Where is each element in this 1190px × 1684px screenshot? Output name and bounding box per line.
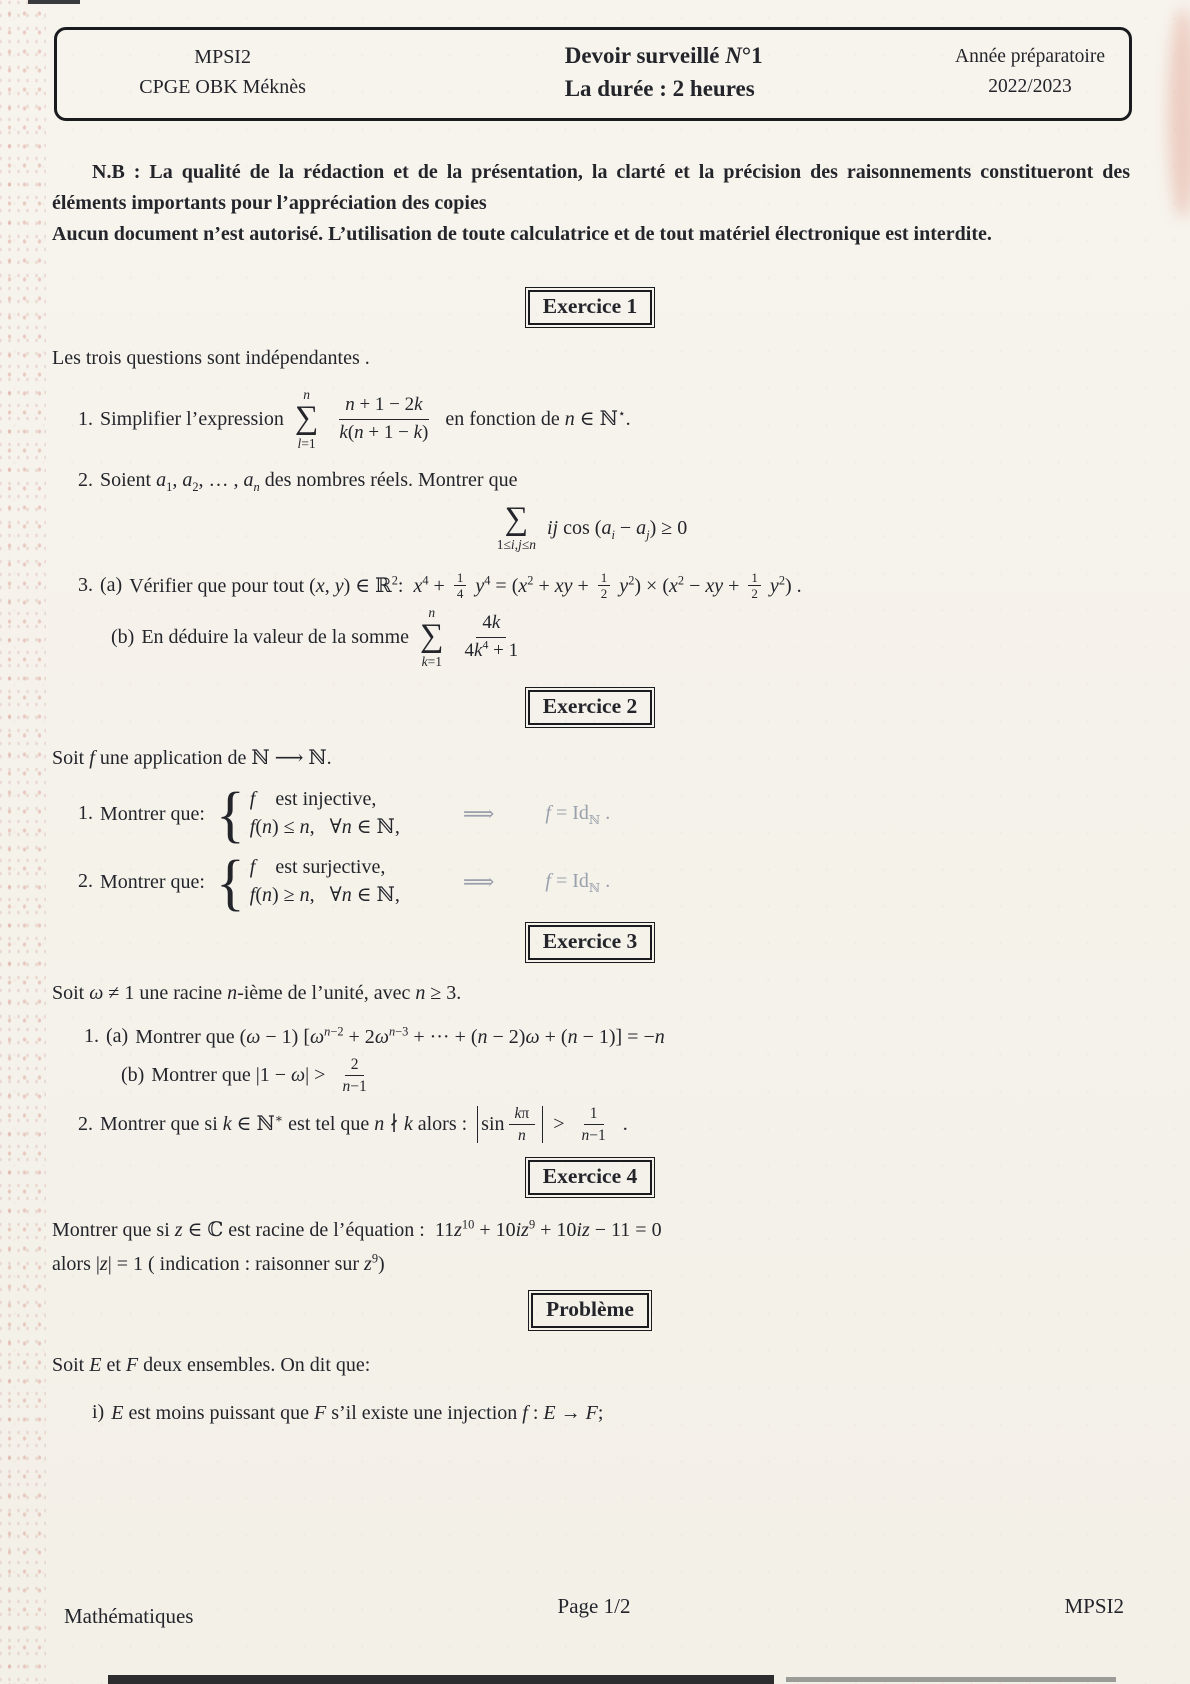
prep-year-label: Année préparatoire (955, 46, 1105, 68)
exercice-4-title: Exercice 4 (542, 1163, 638, 1188)
ex1-q3-number: 3. (78, 574, 93, 597)
ex1-q3b-text: En déduire la valeur de la somme (141, 626, 410, 649)
exercice-2-title: Exercice 2 (542, 693, 638, 718)
page-footer (64, 1592, 1124, 1642)
sigma-icon: ∑ (504, 501, 529, 538)
sigma-icon: ∑ (294, 400, 319, 437)
fraction-numerator: 4k (476, 612, 506, 638)
ex3-q2-gt: > (553, 1113, 565, 1136)
scan-mark-top-left (28, 0, 80, 4)
ex1-q3a-text-1: Vérifier que pour tout (x, y) ∈ ℝ$^2$: $x^4$ + (129, 573, 445, 597)
sum-operator (420, 605, 444, 670)
fraction-denominator: 2 (751, 586, 758, 602)
probleme-i-label: i) (92, 1401, 105, 1424)
sum-upper-limit: n (428, 604, 436, 620)
fraction-numerator: n + 1 − 2k (339, 394, 428, 420)
notice-sentence-2: Aucun document n’est autorisé. L’utilisation de toute calculatrice et de tout matériel électronique est interdite. (52, 222, 992, 245)
class-name: MPSI2 (194, 46, 251, 69)
fraction-one-quarter (454, 571, 467, 601)
ex2-q2-text: Montrer que: (100, 870, 205, 893)
header-title-block (565, 39, 763, 106)
ex3-q2-period: . (622, 1113, 628, 1136)
probleme-item-i (52, 1398, 1128, 1428)
header-class-block (73, 42, 372, 102)
ex1-q1-text: Simplifier l’expression (100, 408, 284, 431)
ex3-q1-number: 1. (84, 1025, 99, 1048)
ex1-q2-number: 2. (78, 468, 93, 491)
fraction-one-half (748, 571, 761, 601)
ex2-q1-number: 1. (78, 802, 93, 825)
ex1-q2-text: Soient $a_1$, $a_2$, … , $a_n$ des nombres réels. Montrer que (100, 469, 518, 495)
exercice-1-title-box (528, 290, 653, 325)
ex1-q3a-text-3: $y^2) \times (x^2$ − xy + (619, 573, 740, 597)
vertical-bar (477, 1106, 478, 1143)
fraction-numerator: 1 (454, 571, 467, 587)
cases-group (215, 846, 400, 917)
notice-sentence-1: N.B : La qualité de la rédaction et de la présentation, la clarté et la précision des raisonnements constitueront des éléments importants pour l’appréciation des copies (52, 160, 1130, 214)
ex3-question-1b (52, 1056, 1128, 1095)
footer-class: MPSI2 (1064, 1594, 1124, 1618)
ex2-question-2 (52, 846, 1128, 917)
fraction-denominator: 4 (456, 586, 464, 602)
fraction-one-half (598, 571, 611, 601)
fraction-numerator: 2 (345, 1056, 365, 1076)
ex1-q2-display-formula (52, 503, 1128, 552)
fraction-denominator: k(n + 1 − k) (339, 421, 429, 443)
sum-lower-limit: k=1 (421, 654, 442, 669)
scan-strip-bottom-light (786, 1677, 1116, 1682)
academic-year: 2022/2023 (988, 76, 1072, 98)
ex3-q1b-letter: (b) (121, 1063, 145, 1086)
fraction-numerator: 1 (748, 571, 761, 587)
cases-group (215, 778, 400, 849)
ex1-q2-expression: ij $\cos (a_i - a_j) \ge 0$ (546, 516, 688, 542)
fraction (459, 612, 525, 663)
ex1-q1-text-after: en fonction de n ∈ ℕ⋆. (445, 406, 631, 431)
ex1-question-2 (52, 465, 1128, 495)
exercice-4-title-box (528, 1160, 653, 1195)
sum-operator (295, 387, 319, 452)
case-line-2: f(n) ≥ n, ∀n ∈ ℕ, (249, 884, 400, 907)
header-box (54, 27, 1132, 121)
fraction-denominator: 2 (600, 586, 608, 602)
left-brace-icon: { (215, 846, 245, 917)
ex1-q3a-letter: (a) (100, 574, 123, 597)
probleme-intro: Soit E et F deux ensembles. On dit que: (52, 1353, 371, 1376)
scan-smudge-top-right (1168, 8, 1190, 218)
content (0, 290, 1190, 1428)
sigma-icon: ∑ (420, 618, 444, 655)
sum-operator (497, 503, 536, 552)
ex1-question-3b (52, 605, 1128, 670)
implies-arrow-icon: ⟹ (462, 800, 495, 826)
exercice-3-title: Exercice 3 (542, 928, 638, 953)
probleme-i-text: E est moins puissant que F s’il existe une injection f : E → F; (111, 1401, 604, 1424)
ex3-question-2 (52, 1105, 1128, 1144)
scan-strip-bottom-dark (108, 1675, 774, 1684)
ex3-q2-number: 2. (78, 1112, 93, 1135)
exercice-3-title-box (528, 925, 653, 960)
fraction-denominator: n−1 (342, 1077, 367, 1095)
case-line-1: f est injective, (249, 788, 377, 811)
absolute-value-group (474, 1105, 546, 1144)
ex3-q2-text: Montrer que si k ∈ ℕ∗ est tel que n ∤ k alors : (100, 1111, 468, 1136)
school-name: CPGE OBK Méknès (139, 76, 306, 99)
ex1-q3a-text-4: $y^2$) . (769, 573, 802, 597)
fraction-denominator: $4k^4 + 1$ (464, 638, 519, 661)
footer-subject: Mathématiques (64, 1604, 194, 1628)
ex2-q1-conclusion: $f = Id_ℕ$ . (545, 802, 611, 828)
sin-word: sin (481, 1113, 505, 1136)
ex1-q3a-text-2: $y^4 = (x^2$ + xy + (475, 573, 589, 597)
ex2-q2-number: 2. (78, 870, 93, 893)
cases-lines (250, 856, 400, 907)
fraction-denominator: n (518, 1126, 526, 1144)
ex3-q1a-letter: (a) (106, 1025, 129, 1048)
ex1-q3b-letter: (b) (111, 625, 135, 648)
probleme-title-box (531, 1293, 649, 1328)
ex3-q1a-text: Montrer que (ω − 1) [$\omega^{n-2} + 2\omega^{n-3}$ + ··· + (n − 2)ω + (n − 1)] = −n (135, 1023, 665, 1048)
fraction-numerator: kπ (509, 1105, 536, 1125)
cases-lines (250, 788, 400, 839)
probleme-title: Problème (546, 1296, 634, 1321)
header-year-block (955, 42, 1105, 102)
fraction (333, 394, 434, 445)
ex3-question-1a (52, 1022, 1128, 1052)
ex2-q1-text: Montrer que: (100, 802, 205, 825)
exercice-2-title-box (528, 690, 653, 725)
ex2-intro: Soit f une application de ℕ ⟶ ℕ. (52, 746, 332, 769)
ex1-q1-number: 1. (78, 407, 93, 430)
fraction-numerator: 1 (584, 1105, 604, 1125)
implies-arrow-icon: ⟹ (462, 868, 495, 894)
sum-upper-limit: n (303, 386, 310, 402)
exam-duration: La durée : 2 heures (564, 76, 755, 102)
notice-paragraph (52, 157, 1130, 250)
fraction-denominator: n−1 (581, 1126, 606, 1144)
ex2-q2-conclusion: $f = Id_ℕ$ . (545, 870, 611, 896)
fraction-numerator: 1 (598, 571, 611, 587)
left-brace-icon: { (215, 778, 245, 849)
sum-lower-limit: l=1 (297, 435, 316, 451)
ex2-question-1 (52, 778, 1128, 849)
ex1-question-3a (52, 571, 1128, 601)
ex4-line-2: alors |z| = 1 ( indication : raisonner sur $z^9$) (52, 1251, 385, 1275)
ex3-q1b-text: Montrer que |1 − ω| > (151, 1064, 326, 1087)
ex3-intro: Soit ω ≠ 1 une racine n-ième de l’unité, avec n ≥ 3. (52, 981, 462, 1004)
ex4-line-1: Montrer que si z ∈ ℂ est racine de l’équation : $11z^{10} + 10iz^9 + 10iz - 11 = 0$ (52, 1217, 662, 1241)
ex1-intro: Les trois questions sont indépendantes . (52, 346, 370, 369)
footer-page-number: Page 1/2 (557, 1594, 631, 1618)
fraction (509, 1105, 536, 1144)
case-line-1: f est surjective, (249, 856, 386, 879)
case-line-2: f(n) ≤ n, ∀n ∈ ℕ, (249, 816, 400, 839)
sum-lower-limit: 1≤i,j≤n (496, 537, 536, 553)
ex1-question-1 (52, 387, 1128, 452)
exercice-1-title: Exercice 1 (542, 293, 638, 318)
fraction (576, 1105, 612, 1144)
scan-speckle-left-edge (0, 0, 46, 1684)
vertical-bar (542, 1106, 543, 1143)
fraction (336, 1056, 372, 1095)
exam-title: Devoir surveillé N°1 (564, 43, 763, 68)
